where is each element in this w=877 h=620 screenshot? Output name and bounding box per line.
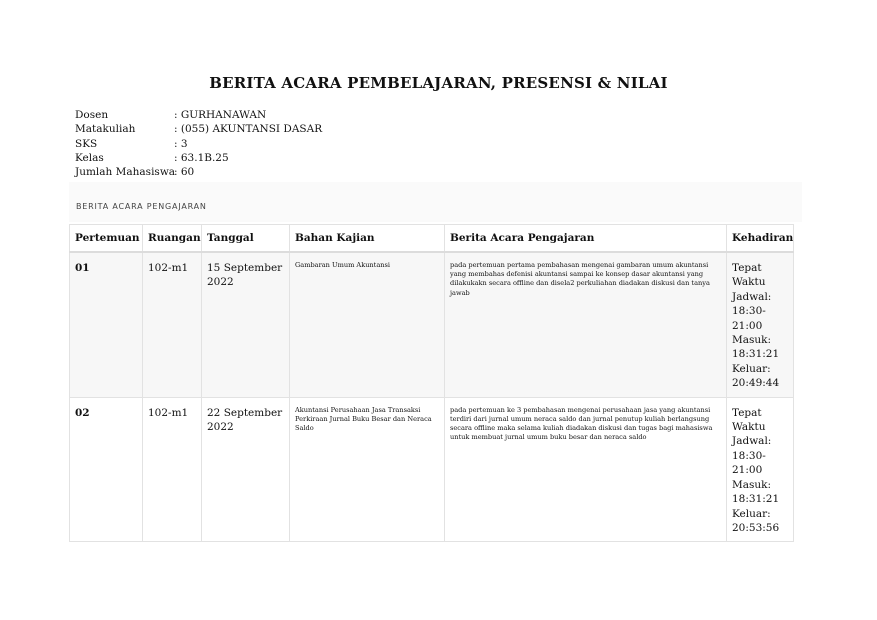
column-header-ruangan: Ruangan bbox=[143, 225, 202, 253]
info-row-kelas bbox=[75, 151, 322, 165]
cell-berita-acara: pada pertemuan ke 3 pembahasan mengenai perusahaan jasa yang akuntansi terdiri dari jurnal umum neraca saldo dan jurnal penutup kuliah berlangsung secara offline maka selama kuliah diadakan diskusi dan tugas bagi mahasiswa untuk membuat jurnal umum buku besar dan neraca saldo bbox=[445, 397, 727, 542]
cell-tanggal: 22 September 2022 bbox=[202, 397, 290, 542]
cell-kehadiran: Tepat Waktu Jadwal: 18:30-21:00 Masuk: 18:31:21 Keluar: 20:49:44 bbox=[727, 252, 794, 397]
cell-ruangan: 102-m1 bbox=[143, 397, 202, 542]
table-row bbox=[70, 397, 794, 542]
berita-acara-table bbox=[69, 224, 794, 542]
table-header-row bbox=[70, 225, 794, 253]
cell-bahan-kajian: Akuntansi Perusahaan Jasa Transaksi Perkiraan Jurnal Buku Besar dan Neraca Saldo bbox=[290, 397, 445, 542]
info-label: SKS bbox=[75, 137, 98, 150]
info-label: Dosen bbox=[75, 109, 109, 121]
cell-bahan-kajian: Gambaran Umum Akuntansi bbox=[290, 252, 445, 397]
column-header-kehadiran: Kehadiran bbox=[727, 225, 794, 253]
document-title: BERITA ACARA PEMBELAJARAN, PRESENSI & NILAI bbox=[209, 74, 668, 92]
info-row-matakuliah bbox=[75, 122, 322, 136]
cell-pertemuan: 01 bbox=[70, 252, 143, 397]
info-row-sks bbox=[75, 137, 322, 151]
course-info bbox=[75, 108, 322, 179]
info-value: : 60 bbox=[174, 166, 195, 179]
column-header-bahan-kajian: Bahan Kajian bbox=[290, 225, 445, 253]
column-header-tanggal: Tanggal bbox=[202, 225, 290, 253]
info-label: Matakuliah bbox=[75, 123, 136, 136]
info-label: Jumlah Mahasiswa bbox=[75, 166, 176, 179]
cell-ruangan: 102-m1 bbox=[143, 252, 202, 397]
info-value: : GURHANAWAN bbox=[174, 109, 267, 121]
info-value: : 63.1B.25 bbox=[174, 151, 229, 164]
cell-tanggal: 15 September 2022 bbox=[202, 252, 290, 397]
info-row-dosen bbox=[75, 108, 322, 122]
column-header-berita-acara: Berita Acara Pengajaran bbox=[445, 225, 727, 253]
cell-berita-acara: pada pertemuan pertama pembahasan mengenai gambaran umum akuntansi yang membahas defenisi akuntansi sampai ke konsep dasar akuntansi yang dilakukakn secara offline dan disela2 perkuliahan diadakan diskusi dan tanya jawab bbox=[445, 252, 727, 397]
cell-pertemuan: 02 bbox=[70, 397, 143, 542]
info-value: : (055) AKUNTANSI DASAR bbox=[174, 123, 323, 136]
column-header-pertemuan: Pertemuan bbox=[70, 225, 143, 253]
cell-kehadiran: Tepat Waktu Jadwal: 18:30-21:00 Masuk: 18:31:21 Keluar: 20:53:56 bbox=[727, 397, 794, 542]
info-row-jumlah-mahasiswa bbox=[75, 165, 322, 179]
info-value: : 3 bbox=[174, 137, 188, 150]
table-row bbox=[70, 252, 794, 397]
info-label: Kelas bbox=[75, 151, 104, 164]
section-title: BERITA ACARA PENGAJARAN bbox=[76, 202, 207, 211]
